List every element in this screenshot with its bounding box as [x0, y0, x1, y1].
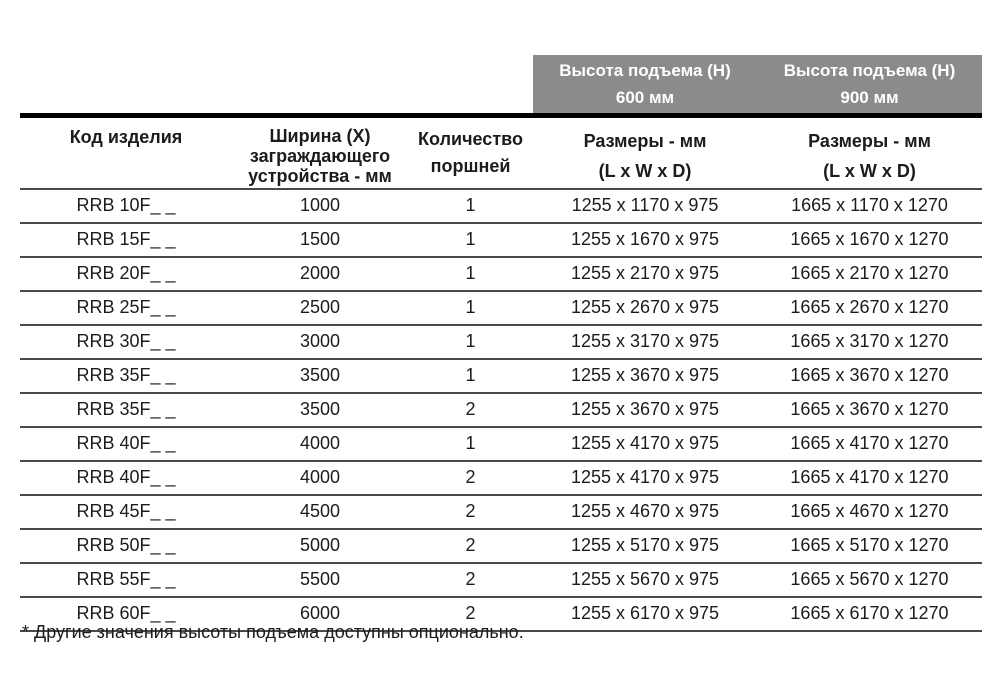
table-cell: 6000	[232, 597, 408, 631]
table-cell: 2	[408, 597, 533, 631]
table-cell: 1665 x 1670 x 1270	[757, 223, 982, 257]
table-cell: 5500	[232, 563, 408, 597]
header-row	[20, 116, 982, 189]
table-cell: 1665 x 3670 x 1270	[757, 359, 982, 393]
band-subtitle: 600 мм	[615, 88, 675, 107]
header-line: Код изделия	[69, 127, 183, 147]
table-cell: 1665 x 4670 x 1270	[757, 495, 982, 529]
table-row	[20, 495, 982, 529]
table-cell: 1000	[299, 195, 341, 215]
table-cell: 1500	[232, 223, 408, 257]
table-cell: 1255 x 3670 x 975	[533, 393, 757, 427]
table-cell: RRB 30F_ _	[20, 325, 232, 359]
table-cell: 1	[465, 195, 476, 215]
table-cell: 1255 x 5670 x 975	[533, 563, 757, 597]
header-line: Количество	[418, 129, 523, 149]
header-line: Ширина (X)	[269, 126, 371, 146]
table-cell: RRB 55F_ _	[20, 563, 232, 597]
band-spacer	[20, 55, 533, 116]
table-cell: 1	[408, 325, 533, 359]
table-row	[20, 461, 982, 495]
table-cell: 1255 x 1670 x 975	[533, 223, 757, 257]
table-row	[20, 563, 982, 597]
table-cell: 1665 x 4170 x 1270	[757, 461, 982, 495]
table-row	[20, 223, 982, 257]
table-cell: 1665 x 6170 x 1270	[757, 597, 982, 631]
table-cell: 3500	[232, 359, 408, 393]
column-header-dimensions-900	[757, 116, 982, 189]
table-cell: 1665 x 4170 x 1270	[757, 427, 982, 461]
table-cell: 1255 x 3670 x 975	[533, 359, 757, 393]
table-cell: 1665 x 5170 x 1270	[757, 529, 982, 563]
table-cell: 4500	[232, 495, 408, 529]
table-row	[20, 529, 982, 563]
lift-height-900-header	[757, 55, 982, 116]
table-cell: 1	[408, 359, 533, 393]
header-line: (L x W x D)	[823, 161, 916, 181]
band-title: Высота подъема (H)	[559, 61, 731, 80]
table-cell: 1255 x 2170 x 975	[533, 257, 757, 291]
table-row	[20, 359, 982, 393]
band-subtitle: 900 мм	[840, 88, 899, 107]
header-line: Размеры - мм	[808, 131, 931, 151]
table-cell: 4000	[232, 461, 408, 495]
table-cell: 1665 x 2670 x 1270	[757, 291, 982, 325]
column-header-piston-count	[408, 116, 533, 189]
table-cell: 2	[408, 563, 533, 597]
table-cell: 2	[408, 495, 533, 529]
table-row	[20, 257, 982, 291]
table-cell: 2	[408, 393, 533, 427]
table-cell: RRB 40F_ _	[20, 427, 232, 461]
table-cell: RRB 40F_ _	[20, 461, 232, 495]
table-cell: RRB 10F_ _	[76, 195, 176, 215]
table-cell: 1665 x 3670 x 1270	[757, 393, 982, 427]
header-line: устройства - мм	[248, 166, 392, 186]
column-header-dimensions-600	[533, 116, 757, 189]
table-cell: 1255 x 4170 x 975	[533, 461, 757, 495]
table-cell: 1255 x 3170 x 975	[533, 325, 757, 359]
lift-height-600-header	[533, 55, 757, 116]
table-row	[20, 427, 982, 461]
table-cell: 2500	[232, 291, 408, 325]
table-row	[20, 291, 982, 325]
header-line: поршней	[430, 156, 511, 176]
table-cell: 2	[408, 461, 533, 495]
table-cell: 1255 x 5170 x 975	[533, 529, 757, 563]
header-line: Размеры - мм	[583, 131, 707, 151]
header-line: заграждающего	[249, 146, 391, 166]
table-cell: RRB 20F_ _	[20, 257, 232, 291]
table-cell: 1255 x 1170 x 975	[571, 195, 719, 215]
table-cell: RRB 60F_ _	[20, 597, 232, 631]
table-cell: 4000	[232, 427, 408, 461]
table-cell: 1665 x 2170 x 1270	[757, 257, 982, 291]
table-cell: 2	[408, 529, 533, 563]
table-cell: 1255 x 6170 x 975	[533, 597, 757, 631]
table-cell: 1665 x 1170 x 1270	[791, 195, 948, 215]
table-cell: RRB 15F_ _	[20, 223, 232, 257]
table-cell: 3000	[232, 325, 408, 359]
footnote: * Другие значения высоты подъема доступны опционально.	[22, 622, 524, 642]
header-line: (L x W x D)	[598, 161, 692, 181]
table-cell: RRB 45F_ _	[20, 495, 232, 529]
table-cell: 1255 x 4170 x 975	[533, 427, 757, 461]
table-cell: 3500	[232, 393, 408, 427]
table-cell: 1255 x 4670 x 975	[533, 495, 757, 529]
table-cell: 1	[408, 291, 533, 325]
table-cell: 1	[408, 223, 533, 257]
table-row	[20, 325, 982, 359]
column-header-width	[232, 116, 408, 189]
table-cell: 1665 x 5670 x 1270	[757, 563, 982, 597]
band-row	[20, 55, 982, 116]
table-cell: 5000	[232, 529, 408, 563]
table-cell: 2000	[232, 257, 408, 291]
table-cell: 1	[408, 427, 533, 461]
spec-table	[20, 55, 982, 632]
table-cell: RRB 35F_ _	[20, 393, 232, 427]
table-row	[20, 189, 982, 223]
table-cell: RRB 25F_ _	[20, 291, 232, 325]
table-cell: 1	[408, 257, 533, 291]
table-cell: RRB 35F_ _	[20, 359, 232, 393]
table-row	[20, 393, 982, 427]
band-title: Высота подъема (H)	[783, 61, 956, 80]
table-cell: 1255 x 2670 x 975	[533, 291, 757, 325]
table-cell: 1665 x 3170 x 1270	[757, 325, 982, 359]
column-header-product-code	[20, 116, 232, 189]
table-cell: RRB 50F_ _	[20, 529, 232, 563]
table-body	[20, 189, 982, 631]
